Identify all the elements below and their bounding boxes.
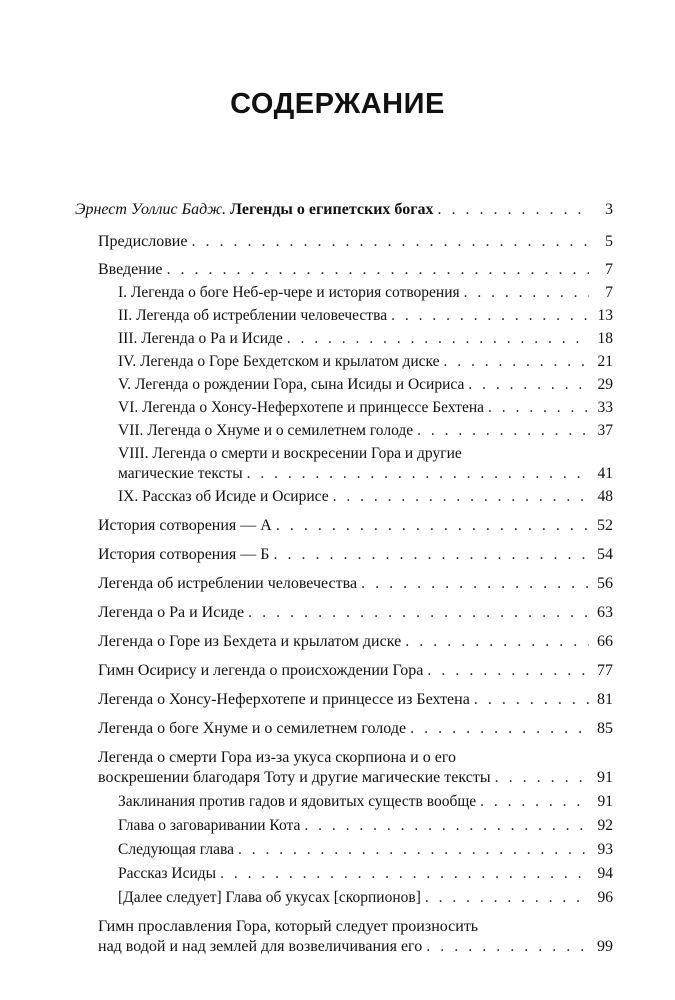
- dot-leader: [167, 260, 590, 280]
- toc-entry-title: V. Легенда о рождении Гора, сына Исиды и Осириса: [118, 376, 465, 393]
- toc-page-number: 7: [605, 284, 613, 301]
- toc-entry[interactable]: [118, 840, 613, 860]
- toc-entry[interactable]: [118, 444, 613, 484]
- dot-leader: [248, 603, 589, 623]
- toc-entry-title: воскрешении благодаря Тоту и другие магические тексты: [98, 769, 491, 786]
- toc-page-number: 7: [605, 261, 613, 278]
- dot-leader: [333, 487, 589, 507]
- toc-entry-title: [75, 200, 433, 220]
- toc-page-number: 18: [597, 330, 613, 347]
- toc-entry-title: магические тексты: [118, 465, 243, 482]
- dot-leader: [273, 545, 589, 565]
- toc-entry-title-line: Легенда о смерти Гора из-за укуса скорпиона и о его: [98, 749, 456, 766]
- toc-page-number: 54: [597, 546, 613, 563]
- toc-page-number: 41: [597, 465, 613, 482]
- toc-entry[interactable]: [98, 748, 613, 788]
- toc-page-number: 56: [597, 575, 613, 592]
- dot-leader: [405, 632, 589, 652]
- dot-leader: [361, 574, 589, 594]
- toc-entry-title: I. Легенда о боге Неб-ер-чере и история сотворения: [118, 284, 460, 301]
- toc-entry[interactable]: [118, 398, 613, 418]
- dot-leader: [444, 352, 589, 372]
- dot-leader: [276, 516, 589, 536]
- toc-entry-title: III. Легенда о Ра и Исиде: [118, 330, 283, 347]
- table-of-contents: [0, 200, 675, 957]
- toc-entry[interactable]: [118, 306, 613, 326]
- toc-entry-title: Глава о заговаривании Кота: [118, 817, 301, 834]
- toc-page-number: 3: [605, 201, 613, 218]
- toc-author: Эрнест Уоллис Бадж.: [75, 201, 227, 218]
- toc-entry[interactable]: [98, 690, 613, 710]
- toc-page-number: 63: [597, 604, 613, 621]
- toc-entry[interactable]: [98, 260, 613, 280]
- toc-entry-title: Введение: [98, 261, 163, 278]
- dot-leader: [247, 464, 589, 484]
- toc-page-number: 66: [597, 633, 613, 650]
- toc-entry[interactable]: [98, 917, 613, 957]
- dot-leader: [437, 200, 589, 220]
- dot-leader: [410, 719, 589, 739]
- dot-leader: [480, 792, 589, 812]
- toc-entry[interactable]: [118, 352, 613, 372]
- toc-entry-title: VI. Легенда о Хонсу-Неферхотепе и принцессе Бехтена: [118, 399, 485, 416]
- toc-entry[interactable]: [98, 232, 613, 252]
- dot-leader: [391, 306, 589, 326]
- toc-book-title: Легенды о египетских богах: [230, 201, 434, 218]
- dot-leader: [425, 888, 589, 908]
- toc-entry[interactable]: [98, 516, 613, 536]
- dot-leader: [495, 768, 589, 788]
- toc-entry-title: Заклинания против гадов и ядовитых существ вообще: [118, 793, 477, 810]
- toc-page-number: 93: [597, 841, 613, 858]
- dot-leader: [427, 661, 589, 681]
- toc-entry[interactable]: [98, 661, 613, 681]
- toc-page-number: 33: [597, 399, 613, 416]
- toc-page-number: 91: [597, 793, 613, 810]
- toc-entry[interactable]: [118, 792, 613, 812]
- toc-entry-title: над водой и над землей для возвеличивания его: [98, 938, 423, 955]
- toc-page-number: 77: [597, 662, 613, 679]
- dot-leader: [474, 690, 589, 710]
- page-title: СОДЕРЖАНИЕ: [230, 88, 445, 120]
- toc-page-number: 48: [597, 488, 613, 505]
- toc-page-number: 96: [597, 889, 613, 906]
- dot-leader: [468, 375, 589, 395]
- toc-page-number: 94: [597, 865, 613, 882]
- dot-leader: [304, 816, 589, 836]
- toc-page-number: 21: [597, 353, 613, 370]
- dot-leader: [191, 232, 589, 252]
- toc-entry-title: Гимн Осирису и легенда о происхождении Гора: [98, 662, 424, 679]
- toc-entry-title: Легенда о Горе из Бехдета и крылатом диске: [98, 633, 402, 650]
- toc-entry-title: Легенда о боге Хнуме и о семилетнем голоде: [98, 720, 407, 737]
- toc-page-number: 99: [597, 938, 613, 955]
- toc-entry-title: IX. Рассказ об Исиде и Осирисе: [118, 488, 329, 505]
- dot-leader: [238, 840, 589, 860]
- toc-page-number: 81: [597, 691, 613, 708]
- toc-entry[interactable]: [118, 283, 613, 303]
- toc-entry[interactable]: [118, 816, 613, 836]
- toc-entry[interactable]: [118, 487, 613, 507]
- toc-entry[interactable]: [118, 329, 613, 349]
- toc-page-number: 85: [597, 720, 613, 737]
- toc-entry[interactable]: [118, 864, 613, 884]
- toc-entry-title: IV. Легенда о Горе Бехдетском и крылатом диске: [118, 353, 440, 370]
- toc-entry-title: Легенда об истреблении человечества: [98, 575, 358, 592]
- toc-entry[interactable]: [98, 574, 613, 594]
- toc-entry[interactable]: [118, 421, 613, 441]
- toc-entry-title: II. Легенда об истреблении человечества: [118, 307, 388, 324]
- dot-leader: [220, 864, 589, 884]
- dot-leader: [287, 329, 589, 349]
- toc-page-number: 92: [597, 817, 613, 834]
- toc-entry-title: История сотворения — Б: [98, 546, 270, 563]
- toc-entry-title: VII. Легенда о Хнуме и о семилетнем голоде: [118, 422, 414, 439]
- toc-entry[interactable]: [118, 375, 613, 395]
- toc-entry[interactable]: [75, 200, 613, 220]
- toc-entry-title-line: Гимн прославления Гора, который следует произносить: [98, 918, 479, 935]
- toc-entry[interactable]: [98, 545, 613, 565]
- toc-entry[interactable]: [98, 719, 613, 739]
- toc-page-number: 29: [597, 376, 613, 393]
- dot-leader: [426, 937, 589, 957]
- toc-entry-title: Легенда о Ра и Исиде: [98, 604, 245, 621]
- toc-entry[interactable]: [98, 603, 613, 623]
- dot-leader: [488, 398, 589, 418]
- toc-page-number: 91: [597, 769, 613, 786]
- toc-entry-title-line: VIII. Легенда о смерти и воскресении Гора и другие: [118, 445, 462, 462]
- toc-entry-title: [Далее следует] Глава об укусах [скорпионов]: [118, 889, 421, 906]
- toc-page-number: 13: [597, 307, 613, 324]
- dot-leader: [464, 283, 589, 303]
- toc-page-number: 37: [597, 422, 613, 439]
- toc-entry[interactable]: [118, 888, 613, 908]
- toc-entry-title: Предисловие: [98, 233, 188, 250]
- toc-entry-title: Рассказ Исиды: [118, 865, 217, 882]
- toc-entry[interactable]: [98, 632, 613, 652]
- toc-entry-title: Легенда о Хонсу-Неферхотепе и принцессе из Бехтена: [98, 691, 470, 708]
- dot-leader: [417, 421, 589, 441]
- toc-entry-title: Следующая глава: [118, 841, 234, 858]
- toc-page-number: 5: [605, 233, 613, 250]
- toc-entry-title: История сотворения — А: [98, 517, 272, 534]
- toc-page-number: 52: [597, 517, 613, 534]
